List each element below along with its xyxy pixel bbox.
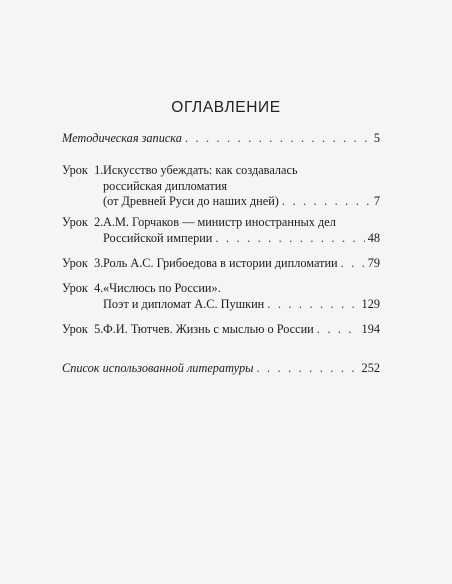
lesson-title-line: (от Древней Руси до наших дней) xyxy=(103,194,279,208)
lesson-prefix: Урок xyxy=(62,256,88,270)
toc-entry-lesson-3 xyxy=(62,256,380,272)
leader-dots xyxy=(267,297,358,313)
leader-dots xyxy=(256,361,358,377)
lesson-prefix: Урок xyxy=(62,215,88,229)
lesson-prefix: Урок xyxy=(62,163,88,177)
leader-dots xyxy=(215,231,364,247)
toc-page-number: 48 xyxy=(367,230,380,245)
toc-entry-lesson-2 xyxy=(62,215,380,246)
leader-dots xyxy=(185,131,371,147)
lesson-number: 5. xyxy=(94,322,104,336)
lesson-title-line: российская дипломатия xyxy=(103,178,228,193)
toc-entry-lesson-1 xyxy=(62,163,380,210)
lesson-title-line: А.М. Горчаков — министр иностранных дел xyxy=(103,215,336,229)
lesson-prefix: Урок xyxy=(62,281,88,295)
lesson-prefix: Урок xyxy=(62,322,88,336)
leader-dots xyxy=(317,322,359,338)
lesson-number: 1. xyxy=(94,163,104,177)
toc-page-number: 252 xyxy=(361,361,380,375)
lesson-title-line: Роль А.С. Грибоедова в истории дипломатии xyxy=(103,256,338,270)
lesson-title-line: Российской империи xyxy=(103,230,213,245)
lesson-title-line: Ф.И. Тютчев. Жизнь с мыслью о России xyxy=(103,322,314,336)
lesson-number: 2. xyxy=(94,215,104,229)
toc-entry-label: Методическая записка xyxy=(62,131,182,145)
toc-entry-label: Список использованной литературы xyxy=(62,361,254,375)
toc-page-number: 129 xyxy=(361,296,380,311)
lesson-number: 3. xyxy=(94,256,104,270)
toc-entry-lesson-5 xyxy=(62,322,380,338)
page-title: ОГЛАВЛЕНИЕ xyxy=(171,99,281,116)
toc-page-number: 7 xyxy=(373,194,380,208)
toc-page-number: 194 xyxy=(361,322,380,336)
leader-dots xyxy=(341,256,365,272)
toc-entry-bibliography xyxy=(62,361,380,377)
lesson-title-line: Поэт и дипломат А.С. Пушкин xyxy=(103,296,265,311)
toc-page-number: 79 xyxy=(367,256,380,270)
lesson-number: 4. xyxy=(94,281,104,295)
leader-dots xyxy=(282,194,371,210)
toc-entry-methodical-note xyxy=(62,131,380,147)
lesson-title-line: «Числюсь по России». xyxy=(103,281,221,295)
lesson-title-line: Искусство убеждать: как создавалась xyxy=(103,163,298,177)
toc-page-number: 5 xyxy=(373,131,380,145)
toc-entry-lesson-4 xyxy=(62,281,380,312)
